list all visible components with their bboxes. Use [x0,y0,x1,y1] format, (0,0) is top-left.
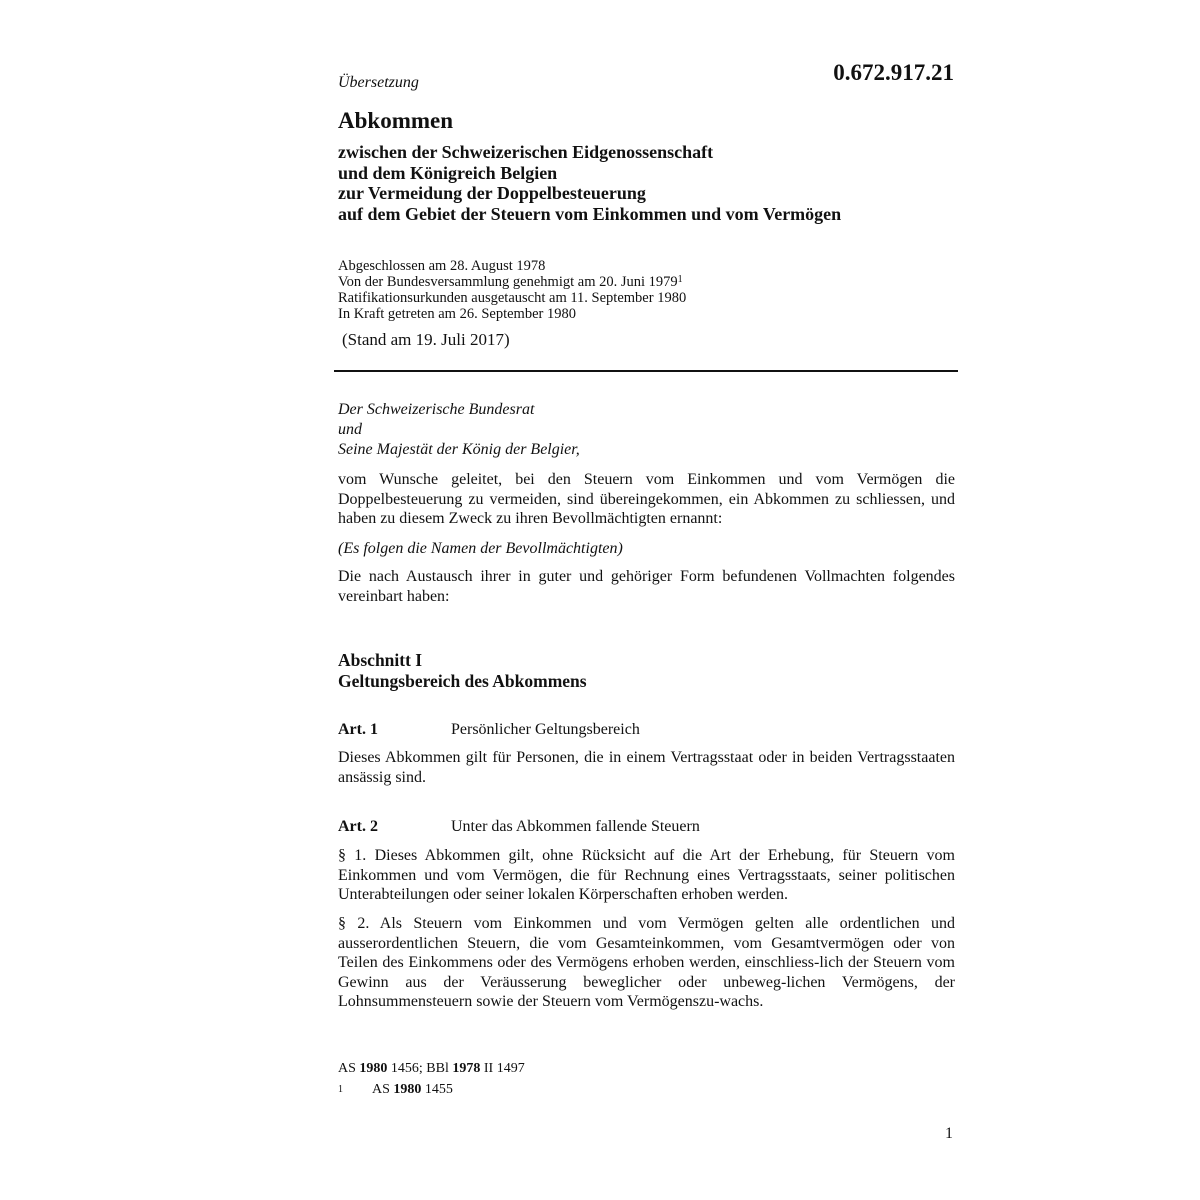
party-switzerland: Der Schweizerische Bundesrat [338,401,535,418]
footnote-prefix: AS [372,1082,390,1097]
preamble-plenipotentiaries: (Es folgen die Namen der Bevollmächtigten) [338,540,623,557]
section-label: Abschnitt I [338,650,423,670]
bbl-ref: II 1497 [483,1061,525,1076]
footnote-1 [338,1081,453,1098]
page-number: 1 [945,1125,953,1142]
article-paragraph: § 2. Als Steuern vom Einkommen und vom Vermögen gelten alle ordentlichen und ausserordentlichen Steuern, die vom Gesamteinkommen, vom Gesamtvermögen oder von Teilen des Einkommens oder des Vermögens erhoben werden, einschliess-lich der Steuern vom Gewinn aus der Veräusserung beweglicher oder unbeweg-lichen Vermögens, der Lohnsummensteuern sowie der Steuern vom Vermögenszu-wachs. [338,915,955,1010]
subtitle-line: und dem Königreich Belgien [338,162,558,183]
concluded-date: Abgeschlossen am 28. August 1978 [338,258,546,274]
party-conjunction: und [338,421,362,438]
footnote-page: 1455 [424,1082,453,1097]
approved-date: Von der Bundesversammlung genehmigt am 20. Juni 1979 [338,274,678,290]
article-number: Art. 1 [338,721,378,738]
article-paragraph: Dieses Abkommen gilt für Personen, die in einem Vertragsstaat oder in beiden Vertragsstaaten ansässig sind. [338,749,955,786]
article-number: Art. 2 [338,818,378,835]
subtitle-line: auf dem Gebiet der Steuern vom Einkommen und vom Vermögen [338,203,842,224]
footnote-mark: 1 [338,1084,343,1095]
date-block [338,258,686,322]
subtitle-line: zwischen der Schweizerischen Eidgenossenschaft [338,142,714,162]
translation-label: Übersetzung [338,74,419,91]
section-heading [338,650,587,692]
in-force-date: In Kraft getreten am 26. September 1980 [338,306,576,322]
approved-date-line [338,274,686,290]
source-page: 1456; BBl [390,1061,449,1076]
source-note [338,1060,525,1077]
subtitle-line: zur Vermeidung der Doppelbesteuerung [338,183,646,203]
ratified-date: Ratifikationsurkunden ausgetauscht am 11. September 1980 [338,290,687,306]
article-title: Unter das Abkommen fallende Steuern [451,818,700,835]
status-date: (Stand am 19. Juli 2017) [342,330,510,349]
source-prefix: AS [338,1061,356,1076]
header-divider [334,370,958,372]
section-title: Geltungsbereich des Abkommens [338,671,587,691]
footnote-year: 1980 [393,1082,422,1097]
footnote-ref[interactable]: 1 [677,274,683,285]
article-heading [338,818,700,836]
document-title: Abkommen [338,108,454,133]
parties [338,400,580,460]
article-heading [338,721,640,739]
preamble-paragraph: vom Wunsche geleitet, bei den Steuern vom Einkommen und vom Vermögen die Doppelbesteuerung zu vermeiden, sind übereingekommen, ein Abkommen zu schliessen, und haben zu diesem Zweck zu ihren Bevollmächtigten ernannt: [338,471,955,527]
article-paragraph: § 1. Dieses Abkommen gilt, ohne Rücksicht auf die Art der Erhebung, für Steuern vom Einkommen und vom Vermögen, die für Rechnung eines Vertragsstaats, seiner politischen Unterabteilungen oder seiner lokalen Körperschaften erhoben werden. [338,847,955,903]
bbl-year: 1978 [452,1061,481,1076]
preamble-agreement: Die nach Austausch ihrer in guter und gehöriger Form befundenen Vollmachten folgendes vereinbart haben: [338,568,955,605]
sr-number: 0.672.917.21 [833,60,954,85]
party-belgium: Seine Majestät der König der Belgier, [338,441,580,458]
article-title: Persönlicher Geltungsbereich [451,721,640,738]
source-year: 1980 [359,1061,388,1076]
document-subtitle [338,142,1038,224]
